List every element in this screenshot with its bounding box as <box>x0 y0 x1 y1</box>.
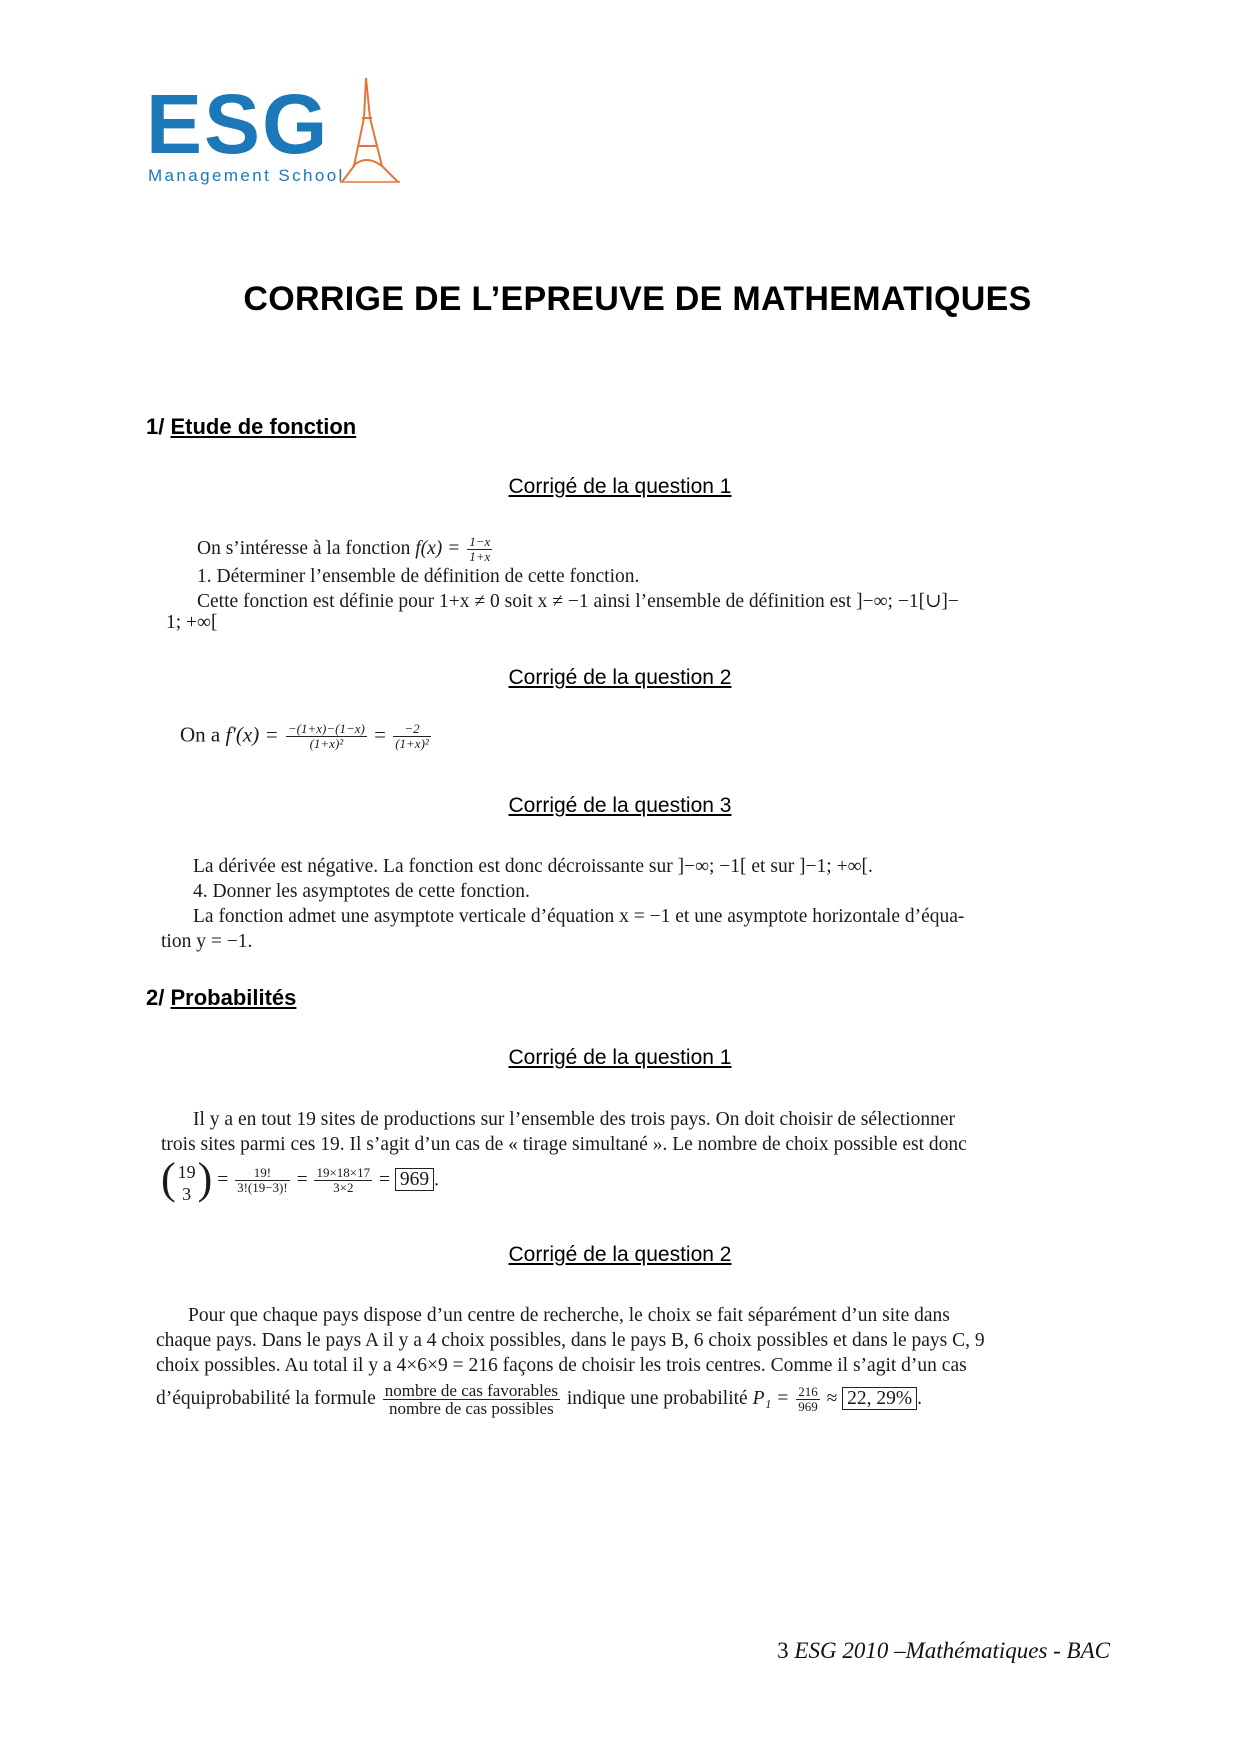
section-number: 1/ <box>146 414 165 439</box>
section-label: Probabilités <box>170 985 297 1010</box>
text-span: d’équiprobabilité la formule <box>156 1387 381 1409</box>
equals-sign: = <box>379 1169 391 1191</box>
esg-logo <box>146 78 406 188</box>
text-line: tion y = −1. <box>161 931 253 952</box>
fraction-denominator: nombre de cas possibles <box>388 1399 554 1418</box>
fraction <box>467 535 492 564</box>
eiffel-tower-icon <box>336 78 436 188</box>
fraction-numerator: nombre de cas favorables <box>384 1381 558 1400</box>
fraction-denominator: (1+x)² <box>395 736 429 751</box>
text-line: La fonction admet une asymptote verticale d’équation x = −1 et une asymptote horizontale d’équa- <box>193 906 965 927</box>
fraction-denominator: 1+x <box>469 549 491 564</box>
text-line: La dérivée est négative. La fonction est donc décroissante sur ]−∞; −1[ et sur ]−1; +∞[. <box>193 856 873 877</box>
text-line: trois sites parmi ces 19. Il s’agit d’un cas de « tirage simultané ». Le nombre de choix possible est donc <box>161 1134 967 1155</box>
math-expression: P₁ = <box>752 1387 790 1409</box>
text-line: chaque pays. Dans le pays A il y a 4 choix possibles, dans le pays B, 6 choix possibles et dans le pays C, 9 <box>156 1330 985 1351</box>
document-title: CORRIGE DE L’EPREUVE DE MATHEMATIQUES <box>243 280 1032 318</box>
fraction <box>286 722 367 751</box>
text-line: choix possibles. Au total il y a 4×6×9 = 216 façons de choisir les trois centres. Comme il s’agit d’un cas <box>156 1355 967 1376</box>
text-span: On s’intéresse à la fonction <box>197 537 416 559</box>
section-heading-2 <box>146 985 296 1011</box>
fraction-denominator: (1+x)² <box>309 736 344 751</box>
equals-sign: = <box>296 1169 308 1191</box>
approx-sign: ≈ <box>826 1387 838 1409</box>
page-number: 3 <box>777 1638 789 1663</box>
logo-wordmark: ESG <box>146 77 330 171</box>
text-line: 1; +∞[ <box>166 612 218 633</box>
text-span: indique une probabilité <box>566 1387 753 1409</box>
boxed-result: 969 <box>395 1168 434 1191</box>
text-line: 1. Déterminer l’ensemble de définition de cette fonction. <box>197 566 640 587</box>
logo-tagline: Management School <box>148 166 345 185</box>
question-heading: Corrigé de la question 2 <box>508 666 732 689</box>
question-heading: Corrigé de la question 3 <box>508 794 732 817</box>
binomial-top: 19 <box>177 1161 196 1182</box>
fraction-numerator: −(1+x)−(1−x) <box>287 721 365 736</box>
fraction-numerator: 19×18×17 <box>316 1165 371 1181</box>
fraction-numerator: 19! <box>235 1166 290 1181</box>
fraction <box>314 1166 372 1195</box>
fraction-denominator: 3×2 <box>333 1180 354 1196</box>
fraction <box>796 1385 820 1414</box>
fraction-numerator: 216 <box>798 1384 818 1399</box>
fraction <box>393 722 431 751</box>
answer-paragraph <box>197 535 1097 614</box>
text-span: On a <box>180 722 226 747</box>
math-expression: f(x) = <box>415 537 461 559</box>
answer-paragraph <box>156 1303 1096 1417</box>
question-heading: Corrigé de la question 1 <box>508 475 732 498</box>
text-line: Il y a en tout 19 sites de productions sur l’ensemble des trois pays. On doit choisir de sélectionner <box>193 1109 955 1130</box>
equals-sign: = <box>374 722 386 747</box>
fraction-numerator: −2 <box>393 722 431 737</box>
section-label: Etude de fonction <box>170 414 357 439</box>
combination-formula: ( 19 3 ) = $\frac{19!}{3!(19-3)!}$ = $\frac{19\times 18\times 17}{3\times 2}$ = 969 . <box>161 1154 440 1204</box>
page-footer <box>777 1638 1110 1664</box>
question-heading: Corrigé de la question 2 <box>508 1243 732 1266</box>
text-line: Cette fonction est définie pour 1+x ≠ 0 soit x ≠ −1 ainsi l’ensemble de définition est ]−∞; −1[∪]− <box>197 591 959 612</box>
binomial-coefficient: ( 19 3 ) <box>161 1154 213 1204</box>
fraction <box>235 1166 290 1195</box>
fraction-denominator: 3!(19−3)! <box>237 1180 288 1196</box>
question-heading: Corrigé de la question 1 <box>508 1046 732 1069</box>
binomial-bottom: 3 <box>182 1183 192 1204</box>
footer-text: ESG 2010 –Mathématiques - BAC <box>794 1638 1110 1663</box>
section-heading-1 <box>146 414 356 440</box>
section-number: 2/ <box>146 985 165 1010</box>
math-expression: f′(x) = <box>225 722 279 747</box>
text-line: Pour que chaque pays dispose d’un centre de recherche, le choix se fait séparément d’un site dans <box>188 1305 950 1326</box>
fraction <box>383 1382 560 1417</box>
answer-paragraph <box>193 854 1093 929</box>
answer-paragraph <box>161 1107 1101 1157</box>
text-line: 4. Donner les asymptotes de cette fonction. <box>193 881 530 902</box>
derivative-line <box>180 722 433 751</box>
text-line: d’équiprobabilité la formule $\frac{\text{nombre de cas favorables}}{\text{nombre de cas possibles}}$ indique une probabilité P₁ = $\frac{216}{969}$ ≈ 22, 29% . <box>156 1381 923 1418</box>
text-line <box>197 535 1097 564</box>
equals-sign: = <box>217 1169 229 1191</box>
fraction-numerator: 1−x <box>469 534 491 549</box>
fraction-denominator: 969 <box>798 1399 818 1414</box>
boxed-result: 22, 29% <box>842 1387 917 1410</box>
